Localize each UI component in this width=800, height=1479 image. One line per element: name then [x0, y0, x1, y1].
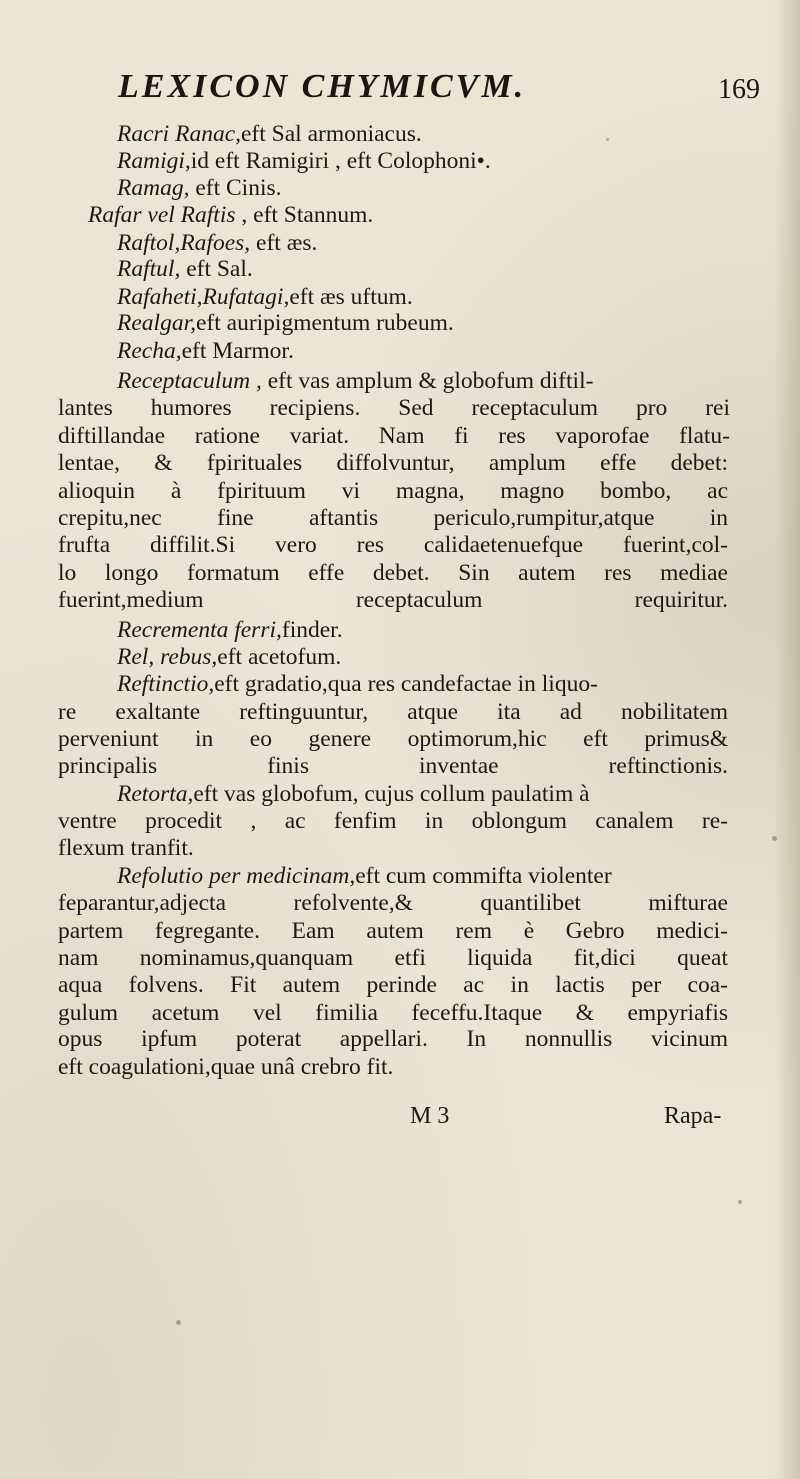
- entry-text-line: [58, 755, 728, 779]
- entry-text-line: [58, 480, 728, 504]
- definition-text: eft Cinis.: [189, 175, 282, 201]
- definition-text: eft gradatio,qua res candefactae in liquo-: [214, 671, 598, 697]
- definition-text: eft Sal armoniacus.: [241, 121, 422, 147]
- definition-text: eft Marmor.: [181, 338, 294, 364]
- definition-text: frufta diffilit.Si vero res calidaetenuefque fuerint,col-: [58, 532, 728, 558]
- definition-text: principalis finis inventae reftinctionis.: [58, 753, 728, 779]
- headword: Rafaheti,Rufatagi,: [117, 284, 290, 310]
- entry-text-line: [58, 397, 730, 421]
- entry-text-line: [58, 1056, 393, 1080]
- entry-headword-line: [117, 232, 317, 256]
- headword: Receptaculum ,: [117, 368, 262, 394]
- signature-mark: M 3: [410, 1103, 450, 1129]
- definition-text: re exaltante reftinguuntur, atque ita ad nobilitatem: [58, 699, 728, 725]
- entry-headword-line: [117, 150, 491, 174]
- entry-text-line: [58, 589, 728, 613]
- entry-text-line: [58, 1002, 728, 1026]
- definition-text: , eft Stannum.: [235, 202, 374, 228]
- page-footer: [0, 1103, 800, 1143]
- entry-headword-line: [117, 177, 282, 201]
- entry-headword-line: [117, 286, 413, 310]
- entry-headword-line: [117, 646, 341, 670]
- definition-text: eft coagulationi,quae unâ crebro fit.: [58, 1054, 394, 1080]
- entry-text-line: [58, 728, 728, 752]
- headword: Reftinctio,: [117, 671, 215, 697]
- entry-headword-line: [117, 619, 343, 643]
- entry-headword-line: [117, 312, 454, 336]
- entry-text-line: [58, 837, 194, 861]
- definition-text: aqua folvens. Fit autem perinde ac in lactis per coa-: [58, 972, 728, 998]
- definition-text: eft æs.: [250, 230, 318, 256]
- headword: Ramag,: [117, 175, 190, 201]
- entry-text-line: [58, 425, 730, 449]
- headword: Rafar vel Raftis: [88, 202, 236, 228]
- entry-text-line: [58, 452, 728, 476]
- entry-headword-line: [88, 204, 373, 228]
- entry-text-line: [58, 947, 728, 971]
- headword: Refolutio per medicinam,: [117, 863, 356, 889]
- definition-text: finder.: [281, 617, 343, 643]
- definition-text: diftillandae ratione variat. Nam fi res vaporofae flatu-: [58, 423, 730, 449]
- entry-text-line: [58, 507, 728, 531]
- catchword: Rapa-: [664, 1103, 722, 1129]
- entry-text-line: [58, 534, 728, 558]
- entry-text-line: [58, 701, 728, 725]
- definition-text: eft vas globofum, cujus collum paulatim à: [193, 781, 590, 807]
- entry-text-line: [58, 1028, 728, 1052]
- headword: Realgar,: [117, 310, 196, 336]
- definition-text: lentae, & fpirituales diffolvuntur, amplum effe debet:: [58, 450, 728, 476]
- definition-text: eft acetofum.: [217, 644, 342, 670]
- headword: Ramigi,: [117, 148, 191, 174]
- headword: Rel, rebus,: [117, 644, 218, 670]
- definition-text: eft Sal.: [180, 256, 253, 282]
- definition-text: gulum acetum vel fimilia feceffu.Itaque & empyriafis: [58, 1000, 728, 1026]
- definition-text: eft auripigmentum rubeum.: [195, 310, 454, 336]
- entry-text-line: [58, 892, 728, 916]
- definition-text: eft æs uftum.: [289, 284, 413, 310]
- entry-headword-line: [117, 340, 294, 364]
- entry-text-line: [58, 810, 728, 834]
- definition-text: flexum tranfit.: [58, 835, 194, 861]
- definition-text: eft vas amplum & globofum diftil-: [261, 368, 594, 394]
- headword: Recrementa ferri,: [117, 617, 282, 643]
- headword: Recha,: [117, 338, 182, 364]
- headword: Racri Ranac,: [117, 121, 241, 147]
- running-title: LEXICON CHYMICVM.: [118, 68, 527, 105]
- definition-text: opus ipfum poterat appellari. In nonnullis vicinum: [58, 1026, 728, 1052]
- definition-text: fuerint,medium receptaculum requiritur.: [58, 587, 728, 613]
- definition-text: id eft Ramigiri , eft Colophoni•.: [190, 148, 491, 174]
- headword: Raftol,Rafoes,: [117, 230, 251, 256]
- entry-headword-line: [117, 865, 612, 889]
- definition-text: crepitu,nec fine aftantis periculo,rumpitur,atque in: [58, 505, 728, 531]
- definition-text: feparantur,adjecta refolvente,& quantilibet mifturae: [58, 890, 728, 916]
- entry-headword-line: [117, 258, 253, 282]
- paper-speck: [176, 1320, 181, 1325]
- headword: Retorta,: [117, 781, 194, 807]
- definition-text: partem fegregante. Eam autem rem è Gebro medici-: [58, 918, 728, 944]
- entry-text-line: [58, 562, 728, 586]
- headword: Raftul,: [117, 256, 181, 282]
- entry-headword-line: [117, 370, 593, 394]
- definition-text: alioquin à fpirituum vi magna, magno bombo, ac: [58, 478, 728, 504]
- definition-text: nam nominamus,quanquam etfi liquida fit,dici queat: [58, 945, 728, 971]
- paper-speck: [772, 836, 777, 841]
- definition-text: ventre procedit , ac fenfim in oblongum canalem re-: [58, 808, 728, 834]
- paper-speck: [738, 1200, 742, 1204]
- definition-text: lantes humores recipiens. Sed receptaculum pro rei: [58, 395, 730, 421]
- definition-text: lo longo formatum effe debet. Sin autem res mediae: [58, 560, 728, 586]
- definition-text: perveniunt in eo genere optimorum,hic eft primus&: [58, 726, 728, 752]
- page-number: 169: [718, 74, 760, 105]
- entry-text-line: [58, 920, 728, 944]
- entry-headword-line: [117, 783, 590, 807]
- definition-text: eft cum commifta violenter: [355, 863, 612, 889]
- entry-text-line: [58, 974, 728, 998]
- paper-speck: [606, 138, 609, 141]
- entry-headword-line: [117, 673, 598, 697]
- entry-headword-line: [117, 123, 422, 147]
